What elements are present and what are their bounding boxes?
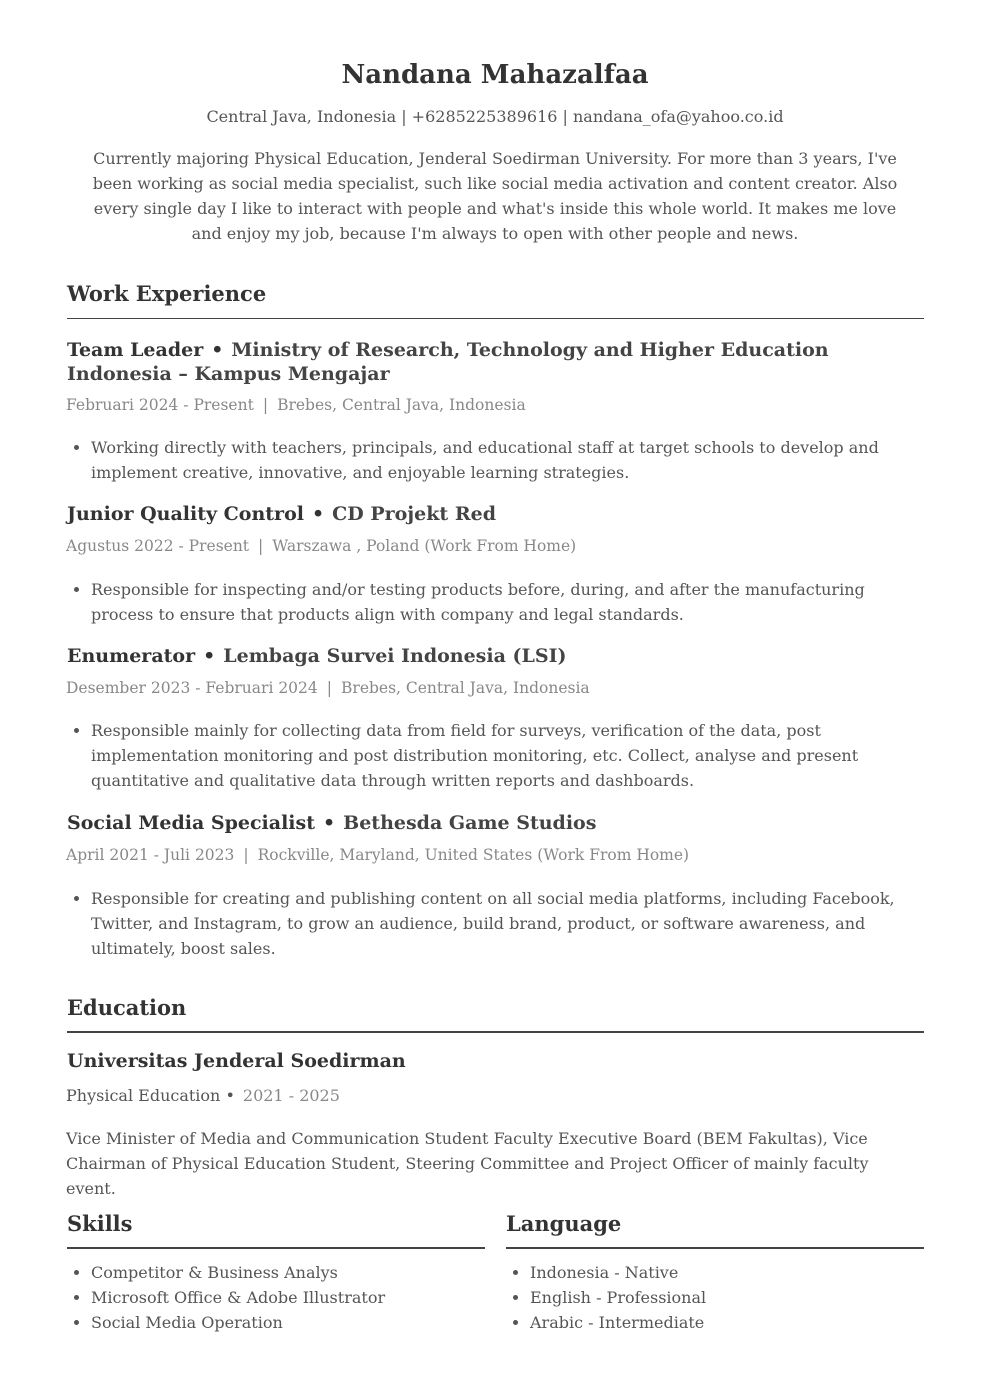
meta-separator: |: [243, 846, 249, 864]
work-experience-divider: [67, 318, 924, 319]
language-list: [506, 1260, 948, 1335]
role-org-separator: •: [322, 812, 336, 834]
education-years: 2021 - 2025: [242, 1086, 340, 1105]
list-item: • Working directly with teachers, principals, and educational staff at target schools to develop and implement creative, innovative, and enjoyable learning strategies.: [91, 435, 927, 485]
meta-separator: |: [258, 537, 264, 555]
job-location: Warszawa , Poland (Work From Home): [272, 537, 577, 555]
job-title-2: [67, 502, 897, 526]
skills-list: [67, 1260, 509, 1335]
list-item: • Responsible mainly for collecting data from field for surveys, verification of the data, post implementation monitoring and post distribution monitoring, etc. Collect, analyse and present quantitative and qualitative data through written reports and dashboards.: [91, 718, 927, 793]
role-org-separator: •: [211, 339, 224, 361]
job-role: Enumerator: [67, 645, 196, 667]
list-item: • English - Professional: [530, 1285, 948, 1310]
list-item: • Arabic - Intermediate: [530, 1310, 948, 1335]
education-divider: [67, 1031, 924, 1033]
job-organization: CD Projekt Red: [332, 503, 496, 525]
job-role: Social Media Specialist: [67, 812, 315, 834]
job-dates: Agustus 2022 - Present: [66, 537, 250, 555]
candidate-name: Nandana Mahazalfaa: [341, 60, 649, 90]
skills-heading: Skills: [67, 1211, 133, 1236]
job-title-4: [67, 811, 897, 835]
language-heading: Language: [506, 1211, 622, 1236]
list-item: • Competitor & Business Analys: [91, 1260, 509, 1285]
language-divider: [506, 1247, 924, 1249]
job-role: Team Leader: [67, 339, 204, 361]
job-bullets-3: [67, 718, 927, 793]
degree-years-separator: •: [225, 1086, 235, 1105]
job-role: Junior Quality Control: [67, 503, 304, 525]
job-bullets-1: [67, 435, 927, 485]
job-dates: Februari 2024 - Present: [66, 396, 254, 414]
list-item: • Indonesia - Native: [530, 1260, 948, 1285]
list-item: • Responsible for creating and publishing content on all social media platforms, including Facebook, Twitter, and Instagram, to grow an audience, build brand, product, or software awareness, and ultimately, boost sales.: [91, 886, 927, 961]
summary-paragraph: Currently majoring Physical Education, Jenderal Soedirman University. For more than 3 years, I've been working as social media specialist, such like social media activation and content creator. Also every single day I like to interact with people and what's inside this whole world. It makes me love and enjoy my job, because I'm always to open with other people and news.: [92, 149, 898, 243]
education-degree: Physical Education: [66, 1086, 221, 1105]
job-location: Brebes, Central Java, Indonesia: [341, 679, 590, 697]
education-school: Universitas Jenderal Soedirman: [67, 1050, 406, 1072]
job-dates: Desember 2023 - Februari 2024: [66, 679, 318, 697]
job-location: Brebes, Central Java, Indonesia: [277, 396, 526, 414]
job-bullets-2: [67, 577, 927, 627]
list-item: • Responsible for inspecting and/or testing products before, during, and after the manufacturing process to ensure that products align with company and legal standards.: [91, 577, 927, 627]
list-item: • Social Media Operation: [91, 1310, 509, 1335]
job-organization: Bethesda Game Studios: [343, 812, 597, 834]
role-org-separator: •: [203, 645, 216, 667]
job-title-3: [67, 644, 897, 668]
job-bullets-4: [67, 886, 927, 961]
job-meta-1: [66, 396, 526, 414]
education-meta: [66, 1086, 340, 1105]
job-meta-2: [66, 537, 576, 555]
job-meta-3: [66, 679, 590, 697]
list-item: • Microsoft Office & Adobe Illustrator: [91, 1285, 509, 1310]
job-meta-4: [66, 846, 689, 864]
meta-separator: |: [262, 396, 269, 414]
work-experience-heading: Work Experience: [67, 281, 267, 306]
job-organization: Lembaga Survei Indonesia (LSI): [223, 645, 567, 667]
role-org-separator: •: [311, 503, 325, 525]
job-location: Rockville, Maryland, United States (Work From Home): [257, 846, 690, 864]
education-heading: Education: [67, 995, 187, 1020]
job-dates: April 2021 - Juli 2023: [66, 846, 235, 864]
education-description: Vice Minister of Media and Communication Student Faculty Executive Board (BEM Fakultas), Vice Chairman of Physical Education Student, Steering Committee and Project Officer of mainly faculty event.: [66, 1129, 869, 1198]
contact-line: Central Java, Indonesia | +6285225389616 | nandana_ofa@yahoo.co.id: [206, 107, 784, 126]
skills-divider: [67, 1247, 485, 1249]
job-organization: Ministry of Research, Technology and Higher Education Indonesia – Kampus Mengajar: [67, 339, 829, 385]
meta-separator: |: [326, 679, 333, 697]
job-title-1: [67, 338, 897, 386]
